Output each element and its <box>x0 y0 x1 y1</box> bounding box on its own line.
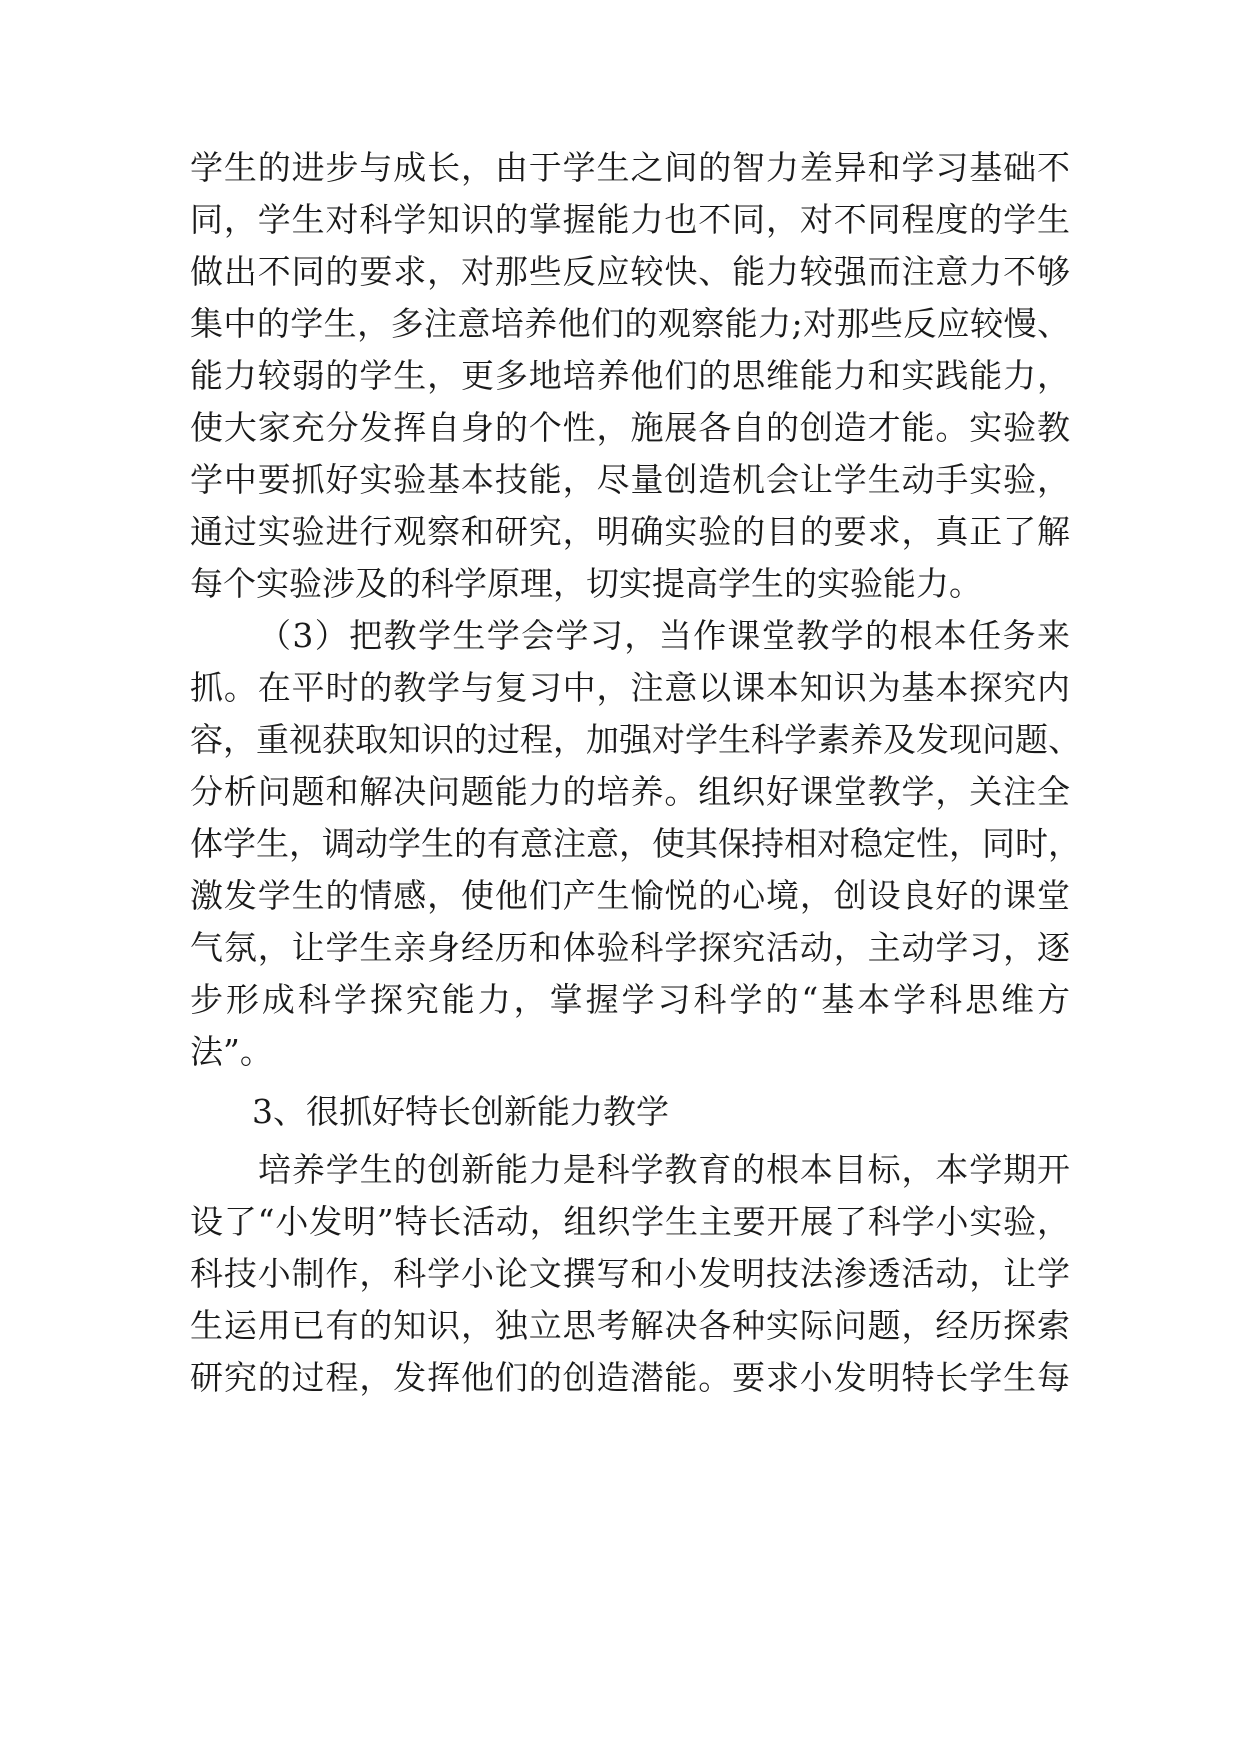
text-line: 能力较弱的学生，更多地培养他们的思维能力和实践能力， <box>190 356 1070 395</box>
text-line: 使大家充分发挥自身的个性，施展各自的创造才能。实验教 <box>190 408 1070 447</box>
text-line: 科技小制作，科学小论文撰写和小发明技法渗透活动，让学 <box>190 1254 1070 1293</box>
text-line: 做出不同的要求，对那些反应较快、能力较强而注意力不够 <box>190 252 1070 291</box>
text-line: 设了“小发明”特长活动，组织学生主要开展了科学小实验， <box>190 1202 1070 1241</box>
text-line: 容，重视获取知识的过程，加强对学生科学素养及发现问题、 <box>190 720 1081 759</box>
paragraph-start-line: 培养学生的创新能力是科学教育的根本目标，本学期开 <box>258 1150 1070 1189</box>
text-line: 通过实验进行观察和研究，明确实验的目的要求，真正了解 <box>190 512 1070 551</box>
text-line: 气氛，让学生亲身经历和体验科学探究活动，主动学习，逐 <box>190 928 1070 967</box>
text-line: 生运用已有的知识，独立思考解决各种实际问题，经历探索 <box>190 1306 1070 1345</box>
text-line: 学生的进步与成长，由于学生之间的智力差异和学习基础不 <box>190 148 1070 187</box>
text-line: 同，学生对科学知识的掌握能力也不同，对不同程度的学生 <box>190 200 1070 239</box>
text-line: 激发学生的情感，使他们产生愉悦的心境，创设良好的课堂 <box>190 876 1070 915</box>
paragraph-start-line: （3）把教学生学会学习，当作课堂教学的根本任务来 <box>258 616 1070 655</box>
text-line: 每个实验涉及的科学原理，切实提高学生的实验能力。 <box>190 564 982 603</box>
text-line: 法”。 <box>190 1032 273 1071</box>
text-line: 抓。在平时的教学与复习中，注意以课本知识为基本探究内 <box>190 668 1070 707</box>
section-heading: 3、很抓好特长创新能力教学 <box>252 1092 669 1131</box>
text-line: 步形成科学探究能力，掌握学习科学的“基本学科思维方 <box>190 980 1070 1019</box>
text-line: 集中的学生，多注意培养他们的观察能力;对那些反应较慢、 <box>190 304 1070 343</box>
text-line: 学中要抓好实验基本技能，尽量创造机会让学生动手实验， <box>190 460 1070 499</box>
text-line: 研究的过程，发挥他们的创造潜能。要求小发明特长学生每 <box>190 1358 1070 1397</box>
text-line: 体学生，调动学生的有意注意，使其保持相对稳定性，同时， <box>190 824 1081 863</box>
text-line: 分析问题和解决问题能力的培养。组织好课堂教学，关注全 <box>190 772 1070 811</box>
